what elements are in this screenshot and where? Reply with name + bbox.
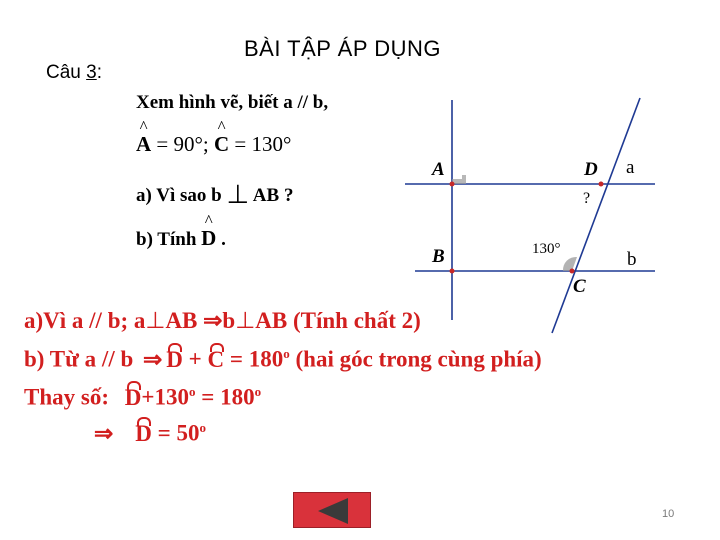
- slide-title: BÀI TẬP ÁP DỤNG: [244, 36, 442, 61]
- perpendicular-icon: ⊥: [235, 308, 256, 333]
- angle-d-symbol: ^ D: [201, 226, 216, 251]
- point-c-dot: [570, 269, 575, 274]
- given-text: Xem hình vẽ, biết a // b,: [136, 92, 329, 113]
- implies-arrow-icon: ⇒: [143, 346, 163, 372]
- angle-c-symbol: C: [207, 346, 225, 372]
- angle-c-mark: [563, 257, 577, 271]
- left-triangle-icon: [294, 493, 372, 529]
- answer-line-2: b) Từ a // b ⇒ $D + C = 180^o$ (hai góc trong cùng phía): [24, 346, 542, 372]
- question-b: b) Tính ^ D .: [136, 226, 226, 251]
- given-angles: ^ A = 90°; ^ C = 130°: [136, 132, 291, 157]
- angle-c-label: 130°: [532, 241, 561, 257]
- perpendicular-icon: ⊥: [226, 180, 250, 209]
- line-dc: [552, 98, 640, 333]
- label-line-a: a: [626, 157, 635, 178]
- label-d: D: [584, 159, 598, 180]
- angle-a-symbol: ^ A: [136, 132, 151, 157]
- angle-d-symbol: D: [166, 346, 183, 372]
- answer-line-3: Thay số: $D+130^o = 180^o$: [24, 384, 262, 410]
- answer-line-4: ⇒ $D = 50^o$: [94, 420, 207, 446]
- point-d-dot: [599, 182, 604, 187]
- label-b: B: [432, 246, 445, 267]
- question-a: a) Vì sao b ⊥ AB ?: [136, 180, 294, 209]
- implies-arrow-icon: ⇒: [94, 420, 114, 446]
- angle-d-symbol: D: [135, 420, 152, 446]
- page-number: 10: [662, 508, 675, 520]
- label-c: C: [573, 276, 586, 297]
- angle-d-unknown: ?: [583, 190, 591, 207]
- geometry-diagram: [400, 95, 662, 335]
- point-b-dot: [450, 269, 455, 274]
- perpendicular-icon: ⊥: [145, 308, 166, 333]
- angle-c-symbol: ^ C: [214, 132, 229, 157]
- point-a-dot: [450, 182, 455, 187]
- answer-line-1: a)Vì a // b; a⊥AB ⇒b⊥AB (Tính chất 2): [24, 308, 421, 333]
- label-a: A: [432, 159, 445, 180]
- back-nav-button[interactable]: [293, 492, 371, 528]
- label-line-b: b: [627, 249, 637, 270]
- question-label: Câu 3:: [46, 62, 102, 83]
- implies-arrow-icon: ⇒: [203, 308, 223, 333]
- angle-d-symbol: D: [124, 384, 142, 410]
